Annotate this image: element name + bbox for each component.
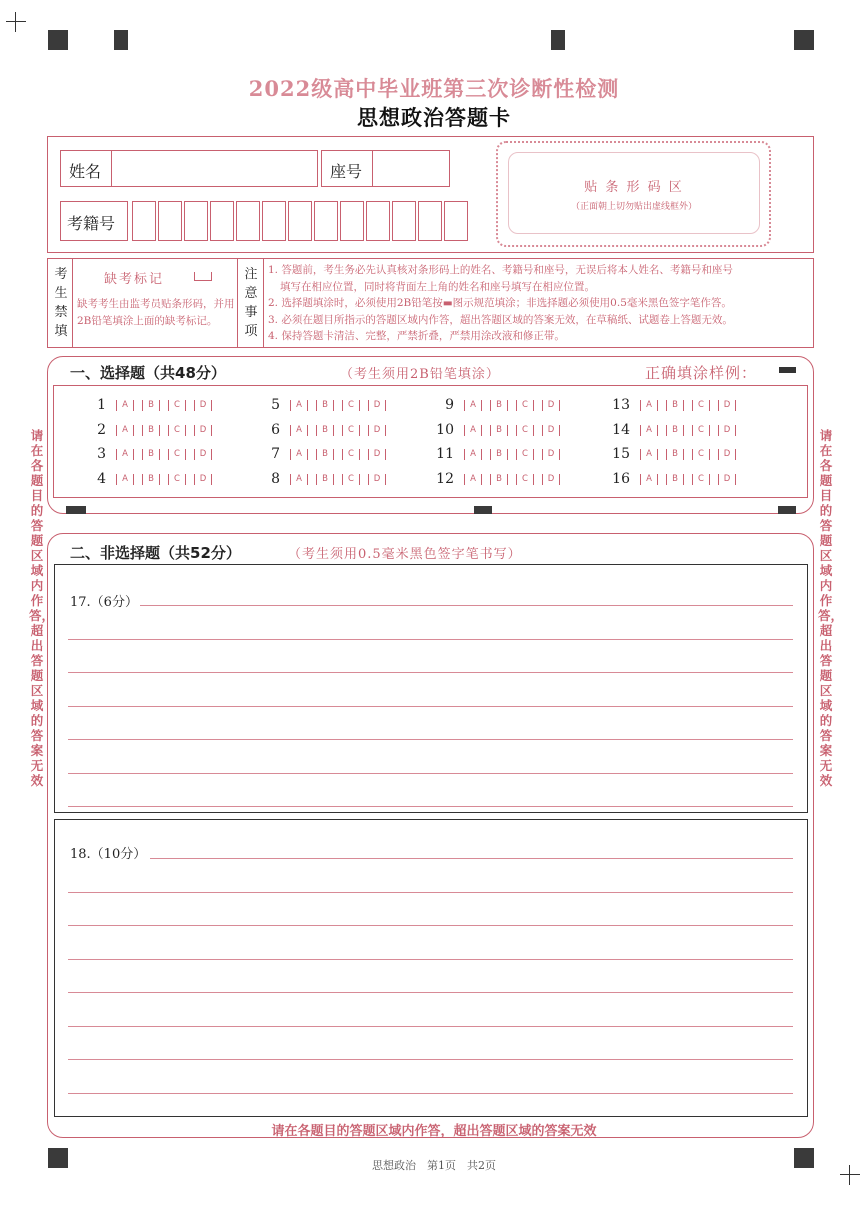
choice-question-row [428, 421, 568, 439]
exam-id-cell[interactable] [132, 201, 156, 241]
fill-example-mark [779, 367, 796, 373]
answer-bubble-a[interactable]: A [116, 474, 134, 485]
note-item: 填写在相应位置，同时将背面左上角的姓名和座号填写在相应位置。 [280, 280, 595, 293]
answer-bubble-a[interactable]: A [464, 474, 482, 485]
answer-bubble-d[interactable]: D [194, 474, 212, 485]
non-choice-section-title: 二、非选择题（共52分） [70, 544, 241, 562]
answer-bubble-b[interactable]: B [666, 400, 684, 411]
notes-side-label: 注 意 事 项 [244, 267, 258, 339]
answer-bubble-d[interactable]: D [368, 425, 386, 436]
fill-example-label: 正确填涂样例： [645, 364, 758, 382]
note-item: 3. 必须在题目所指示的答题区域内作答，超出答题区域的答案无效，在草稿纸、试题卷上答题无效。 [268, 313, 733, 326]
question-18-label: 18.（10分） [70, 847, 147, 862]
answer-bubble-b[interactable]: B [666, 474, 684, 485]
crosshair-mark-top-left [6, 12, 26, 32]
writing-line [68, 773, 793, 774]
question-number: 10 [436, 422, 454, 438]
question-number: 5 [271, 397, 280, 413]
question-number: 11 [436, 446, 454, 462]
exam-id-cell[interactable] [340, 201, 364, 241]
writing-line [68, 992, 793, 993]
question-number: 3 [97, 446, 106, 462]
barcode-note: （正面朝上切勿贴出虚线框外） [570, 202, 697, 212]
choice-section-hint: （考生须用2B铅笔填涂） [340, 367, 500, 382]
answer-bubble-c[interactable]: C [516, 449, 534, 460]
side-warning-left: 请在各题目的答题区域内作答，超出答题区域的答案无效 [29, 428, 55, 788]
absent-mark-box[interactable] [194, 272, 212, 281]
non-choice-section-hint: （考生须用0.5毫米黑色签字笔书写） [288, 547, 522, 562]
answer-bubble-c[interactable]: C [516, 425, 534, 436]
answer-bubble-d[interactable]: D [194, 400, 212, 411]
writing-line [68, 1026, 793, 1027]
question-number: 1 [97, 397, 106, 413]
barcode-title: 贴 条 形 码 区 [584, 180, 684, 195]
writing-line [68, 892, 793, 893]
writing-line [68, 1093, 793, 1094]
answer-bubble-b[interactable]: B [666, 449, 684, 460]
exam-id-cell[interactable] [314, 201, 338, 241]
choice-section-title: 一、选择题（共48分） [70, 364, 226, 382]
answer-bubble-c[interactable]: C [168, 425, 186, 436]
footer-warning: 请在各题目的答题区域内作答，超出答题区域的答案无效 [271, 1124, 597, 1139]
choice-question-row [80, 445, 220, 463]
answer-bubble-a[interactable]: A [290, 449, 308, 460]
choice-question-row [254, 421, 394, 439]
answer-bubble-b[interactable]: B [142, 474, 160, 485]
choice-question-row [428, 396, 568, 414]
exam-id-label: 考籍号 [67, 214, 116, 233]
exam-id-cell[interactable] [158, 201, 182, 241]
exam-id-cell[interactable] [262, 201, 286, 241]
answer-bubble-b[interactable]: B [666, 425, 684, 436]
answer-bubble-c[interactable]: C [692, 425, 710, 436]
question-number: 4 [97, 471, 106, 487]
page-number: 思想政治 第1页 共2页 [372, 1159, 496, 1172]
alignment-block [551, 30, 565, 50]
answer-bubble-d[interactable]: D [194, 425, 212, 436]
question-number: 8 [271, 471, 280, 487]
answer-bubble-b[interactable]: B [316, 425, 334, 436]
answer-bubble-b[interactable]: B [490, 400, 508, 411]
answer-bubble-b[interactable]: B [142, 449, 160, 460]
alignment-block [794, 30, 814, 50]
choice-question-row [428, 445, 568, 463]
answer-bubble-d[interactable]: D [542, 425, 560, 436]
answer-bubble-b[interactable]: B [490, 474, 508, 485]
answer-bubble-c[interactable]: C [342, 474, 360, 485]
answer-bubble-c[interactable]: C [516, 400, 534, 411]
choice-question-row [604, 445, 744, 463]
answer-bubble-c[interactable]: C [516, 474, 534, 485]
choice-question-row [254, 445, 394, 463]
choice-question-row [604, 421, 744, 439]
choice-question-row [604, 396, 744, 414]
alignment-block [48, 30, 68, 50]
question-number: 15 [612, 446, 630, 462]
absent-instruction: 缺考考生由监考员贴条形码，并用2B铅笔填涂上面的缺考标记。 [77, 298, 235, 327]
writing-line [150, 858, 793, 859]
question-number: 2 [97, 422, 106, 438]
writing-line [68, 639, 793, 640]
note-item: 2. 选择题填涂时，必须使用2B铅笔按▬图示规范填涂；非选择题必须使用0.5毫米黑色签字笔作答。 [268, 297, 732, 309]
question-number: 16 [612, 471, 630, 487]
answer-bubble-d[interactable]: D [718, 474, 736, 485]
answer-bubble-a[interactable]: A [116, 400, 134, 411]
choice-question-row [428, 470, 568, 488]
answer-bubble-b[interactable]: B [316, 474, 334, 485]
answer-bubble-a[interactable]: A [640, 449, 658, 460]
answer-bubble-b[interactable]: B [142, 400, 160, 411]
notes-list [268, 262, 812, 345]
exam-title: 2022级高中毕业班第三次诊断性检测 [248, 76, 620, 101]
choice-question-row [604, 470, 744, 488]
answer-bubble-c[interactable]: C [168, 449, 186, 460]
exam-id-cell[interactable] [392, 201, 416, 241]
answer-bubble-c[interactable]: C [342, 400, 360, 411]
answer-bubble-c[interactable]: C [342, 449, 360, 460]
answer-bubble-a[interactable]: A [640, 474, 658, 485]
choice-question-row [80, 421, 220, 439]
answer-bubble-c[interactable]: C [692, 400, 710, 411]
answer-bubble-a[interactable]: A [464, 449, 482, 460]
answer-bubble-d[interactable]: D [542, 449, 560, 460]
answer-bubble-d[interactable]: D [368, 400, 386, 411]
card-subtitle: 思想政治答题卡 [357, 105, 511, 130]
answer-bubble-a[interactable]: A [290, 474, 308, 485]
choice-question-row [80, 396, 220, 414]
answer-bubble-c[interactable]: C [692, 474, 710, 485]
side-warning-right: 请在各题目的答题区域内作答，超出答题区域的答案无效 [818, 428, 844, 788]
writing-line [68, 1059, 793, 1060]
note-item: 1. 答题前，考生务必先认真核对条形码上的姓名、考籍号和座号，无误后将本人姓名、考籍号和座号 [268, 264, 733, 276]
answer-bubble-a[interactable]: A [116, 449, 134, 460]
absent-mark-title: 缺考标记 [104, 272, 165, 287]
answer-bubble-b[interactable]: B [490, 449, 508, 460]
writing-line [68, 806, 793, 807]
absent-side-label: 考 生 禁 填 [54, 267, 68, 339]
choice-question-row [254, 470, 394, 488]
answer-bubble-c[interactable]: C [168, 400, 186, 411]
exam-id-cell[interactable] [366, 201, 390, 241]
timing-mark [66, 506, 86, 514]
name-label: 姓名 [69, 162, 102, 181]
seat-label: 座号 [330, 162, 363, 181]
question-number: 7 [271, 446, 280, 462]
question-number: 13 [612, 397, 630, 413]
answer-bubble-a[interactable]: A [464, 400, 482, 411]
answer-bubble-d[interactable]: D [718, 425, 736, 436]
writing-line [68, 706, 793, 707]
question-number: 6 [271, 422, 280, 438]
answer-bubble-a[interactable]: A [640, 425, 658, 436]
answer-bubble-a[interactable]: A [464, 425, 482, 436]
answer-bubble-d[interactable]: D [718, 400, 736, 411]
answer-bubble-d[interactable]: D [542, 400, 560, 411]
answer-bubble-b[interactable]: B [490, 425, 508, 436]
answer-bubble-d[interactable]: D [368, 449, 386, 460]
exam-id-cell[interactable] [418, 201, 442, 241]
answer-bubble-d[interactable]: D [368, 474, 386, 485]
exam-id-cell[interactable] [184, 201, 208, 241]
answer-area-18[interactable] [54, 819, 808, 1117]
question-number: 14 [612, 422, 630, 438]
question-number: 9 [445, 397, 454, 413]
question-number: 12 [436, 471, 454, 487]
answer-bubble-c[interactable]: C [168, 474, 186, 485]
writing-line [140, 605, 793, 606]
answer-bubble-c[interactable]: C [342, 425, 360, 436]
timing-mark [474, 506, 492, 514]
exam-id-cell[interactable] [288, 201, 312, 241]
exam-id-cell[interactable] [444, 201, 468, 241]
answer-bubble-d[interactable]: D [718, 449, 736, 460]
answer-bubble-d[interactable]: D [542, 474, 560, 485]
note-item: 4. 保持答题卡清洁、完整，严禁折叠，严禁用涂改液和修正带。 [268, 330, 565, 342]
exam-id-cell[interactable] [236, 201, 260, 241]
answer-bubble-d[interactable]: D [194, 449, 212, 460]
answer-area-17[interactable] [54, 564, 808, 813]
writing-line [68, 925, 793, 926]
answer-bubble-b[interactable]: B [316, 449, 334, 460]
answer-bubble-a[interactable]: A [290, 400, 308, 411]
choice-question-row [254, 396, 394, 414]
answer-bubble-b[interactable]: B [316, 400, 334, 411]
answer-bubble-a[interactable]: A [640, 400, 658, 411]
answer-bubble-a[interactable]: A [290, 425, 308, 436]
exam-id-cell[interactable] [210, 201, 234, 241]
timing-mark [778, 506, 796, 514]
answer-bubble-a[interactable]: A [116, 425, 134, 436]
choice-question-row [80, 470, 220, 488]
question-17-label: 17.（6分） [70, 595, 138, 610]
alignment-block [114, 30, 128, 50]
answer-bubble-b[interactable]: B [142, 425, 160, 436]
writing-line [68, 959, 793, 960]
writing-line [68, 739, 793, 740]
answer-bubble-c[interactable]: C [692, 449, 710, 460]
writing-line [68, 672, 793, 673]
